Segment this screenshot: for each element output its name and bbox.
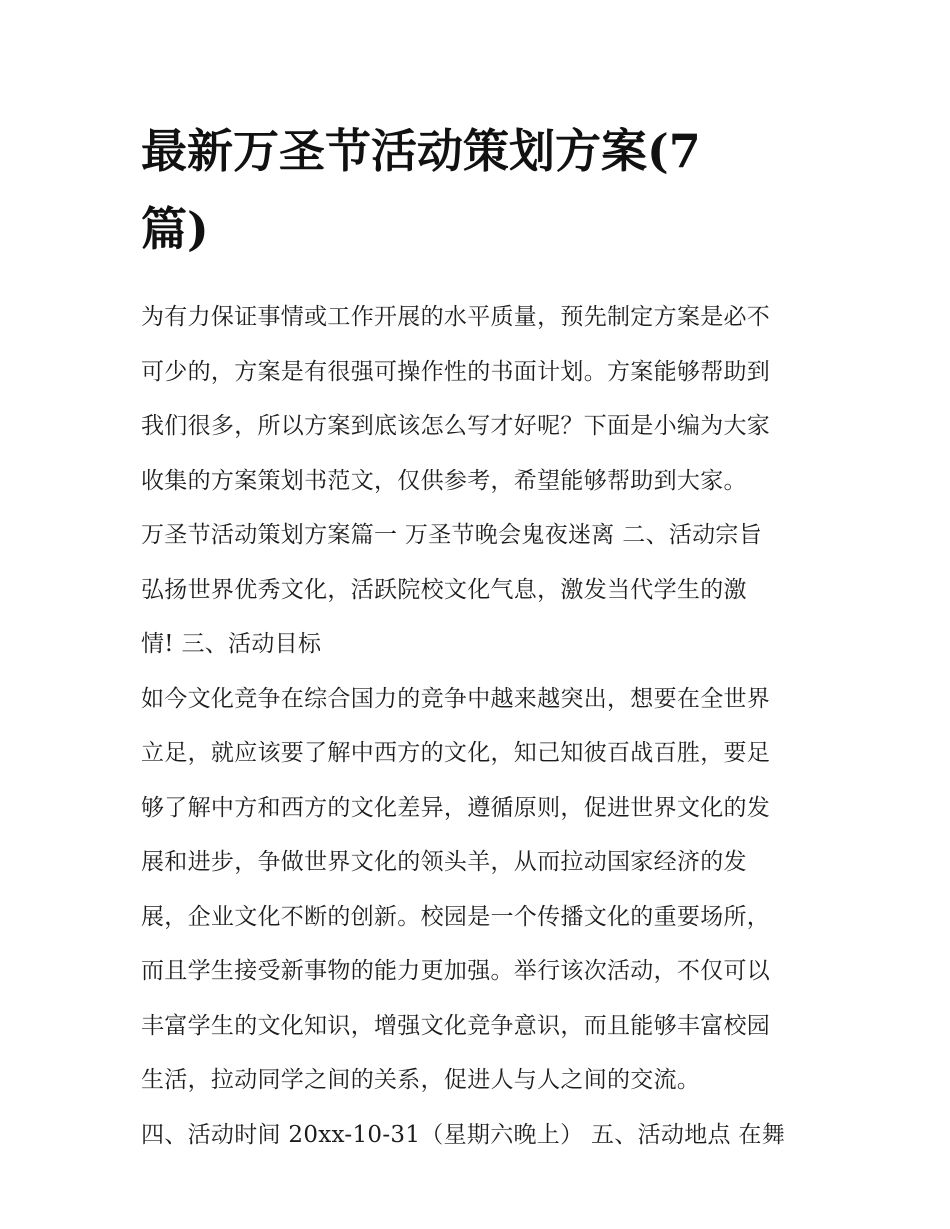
body-line: 展和进步，争做世界文化的领头羊，从而拉动国家经济的发	[141, 849, 747, 875]
body-line: 可少的，方案是有很强可操作性的书面计划。方案能够帮助到	[141, 358, 771, 385]
body-line: 我们很多，所以方案到底该怎么写才好呢？下面是小编为大家	[141, 413, 771, 439]
body-line: 生活，拉动同学之间的关系，促进人与人之间的交流。	[141, 1067, 701, 1093]
document-title: 最新万圣节活动策划方案(7篇)	[141, 124, 701, 256]
body-line: 收集的方案策划书范文，仅供参考，希望能够帮助到大家。	[141, 467, 747, 494]
body-line: 丰富学生的文化知识，增强文化竞争意识，而且能够丰富校园	[141, 1012, 771, 1039]
body-line: 为有力保证事情或工作开展的水平质量，预先制定方案是必不	[141, 304, 771, 330]
document-body	[141, 290, 813, 1162]
document-content	[141, 112, 813, 1162]
body-line: 情! 三、活动目标	[141, 631, 322, 657]
body-line: 如今文化竞争在综合国力的竞争中越来越突出，想要在全世界	[141, 685, 771, 712]
body-line: 四、活动时间 20xx-10-31（星期六晚上） 五、活动地点 在舞	[141, 1121, 786, 1148]
body-line: 万圣节活动策划方案篇一 万圣节晚会鬼夜迷离 二、活动宗旨	[141, 522, 763, 548]
body-line: 而且学生接受新事物的能力更加强。举行该次活动，不仅可以	[141, 958, 771, 984]
body-line: 够了解中方和西方的文化差异，遵循原则，促进世界文化的发	[141, 794, 771, 821]
body-line: 立足，就应该要了解中西方的文化，知己知彼百战百胜，要足	[141, 740, 771, 766]
body-line: 展，企业文化不断的创新。校园是一个传播文化的重要场所，	[141, 903, 771, 930]
body-line: 弘扬世界优秀文化，活跃院校文化气息，激发当代学生的激	[141, 576, 747, 603]
